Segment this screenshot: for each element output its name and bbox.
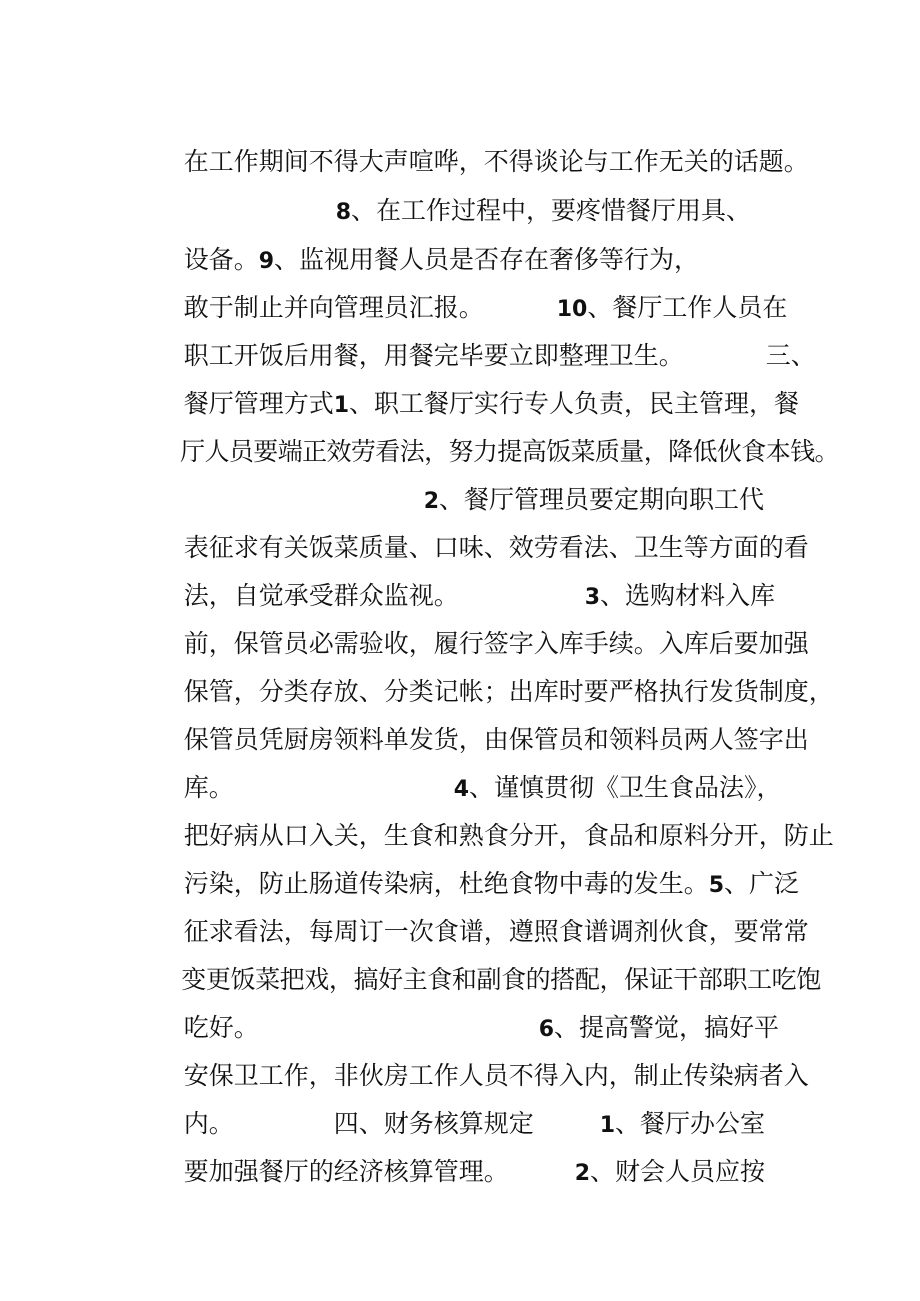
text-line xyxy=(136,356,800,418)
text-segment: 、财会人员应按 xyxy=(590,1157,766,1186)
text-line xyxy=(136,884,809,946)
text-line xyxy=(376,452,765,514)
text-segment: 职工开饭后用餐，用餐完毕要立即整理卫生。 xyxy=(183,341,684,370)
text-line xyxy=(136,500,809,562)
text-segment: 敢于制止并向管理员汇报。 xyxy=(183,293,484,322)
section-heading: 餐厅管理方式 xyxy=(183,389,334,418)
item-number: 8 xyxy=(335,200,351,225)
text-segment: 、谨慎贯彻《卫生食品法》， xyxy=(469,773,782,802)
text-line xyxy=(288,163,752,225)
section-heading: 三、 xyxy=(765,341,816,370)
text-segment: 保管员凭厨房领料单发货，由保管员和领料员两人签字出 xyxy=(183,725,809,754)
text-segment: 、职工餐厅实行专人负责，民主管理，餐 xyxy=(349,389,800,418)
text-segment: 污染，防止肠道传染病，杜绝食物中毒的发生。 xyxy=(183,869,709,898)
text-line xyxy=(136,114,809,176)
text-line xyxy=(136,1028,809,1090)
text-line xyxy=(136,644,834,706)
text-segment: 、餐厅工作人员在 xyxy=(587,293,788,322)
item-number: 3 xyxy=(584,585,601,610)
text-segment: 内。 xyxy=(183,1109,234,1138)
item-number: 6 xyxy=(538,1017,555,1042)
item-number: 1 xyxy=(333,393,350,418)
text-segment: 厅人员要端正效劳看法，努力提高饭菜质量，降低伙食本钱。 xyxy=(180,437,839,466)
section-heading: 四、财务核算规定 xyxy=(333,1109,534,1138)
text-line xyxy=(136,980,780,1042)
text-line xyxy=(136,404,839,466)
text-segment: 变更饭菜把戏，搞好主食和副食的搭配，保证干部职工吃饱 xyxy=(181,965,821,994)
text-segment: 、选购材料入库 xyxy=(600,581,776,610)
text-line xyxy=(136,692,809,754)
text-line xyxy=(136,740,782,802)
item-number: 2 xyxy=(423,489,439,514)
text-segment: 表征求有关饭菜质量、口味、效劳看法、卫生等方面的看 xyxy=(183,533,809,562)
text-segment: 、提高警觉，搞好平 xyxy=(554,1013,780,1042)
item-number: 2 xyxy=(574,1161,591,1186)
text-line xyxy=(136,1076,766,1138)
text-segment: 保管，分类存放、分类记帐；出库时要严格执行发货制度， xyxy=(183,677,834,706)
text-line xyxy=(136,548,776,610)
text-segment: 、餐厅办公室 xyxy=(615,1109,766,1138)
text-line xyxy=(136,788,834,850)
text-segment: 要加强餐厅的经济核算管理。 xyxy=(183,1157,509,1186)
text-segment: 把好病从口入关，生食和熟食分开，食品和原料分开，防止 xyxy=(183,821,834,850)
item-number: 10 xyxy=(556,297,588,322)
item-number: 5 xyxy=(708,873,725,898)
text-segment: 、在工作过程中，要疼惜餐厅用具、 xyxy=(351,196,752,225)
item-number: 1 xyxy=(599,1113,616,1138)
item-number: 4 xyxy=(453,777,470,802)
text-segment: 、广泛 xyxy=(724,869,800,898)
text-line xyxy=(136,308,816,370)
text-segment: 、监视用餐人员是否存在奢侈等行为， xyxy=(274,245,700,274)
text-segment: 征求看法，每周订一次食谱，遵照食谱调剂伙食，要常常 xyxy=(183,917,809,946)
text-segment: 设备。 xyxy=(183,245,259,274)
text-segment: 前，保管员必需验收，履行签字入库手续。入库后要加强 xyxy=(183,629,809,658)
text-segment: 在工作期间不得大声喧哗，不得谈论与工作无关的话题。 xyxy=(183,147,809,176)
text-segment: 库。 xyxy=(183,773,234,802)
item-number: 9 xyxy=(258,249,275,274)
text-segment: 法，自觉承受群众监视。 xyxy=(183,581,459,610)
text-segment: 安保卫工作，非伙房工作人员不得入内，制止传染病者入 xyxy=(183,1061,809,1090)
text-line xyxy=(136,836,800,898)
text-line xyxy=(136,212,700,274)
text-line xyxy=(136,932,821,994)
text-line xyxy=(136,260,788,322)
text-segment: 、餐厅管理员要定期向职工代 xyxy=(439,485,765,514)
text-segment: 吃好。 xyxy=(183,1013,259,1042)
text-line xyxy=(136,596,809,658)
text-line xyxy=(136,1124,766,1186)
